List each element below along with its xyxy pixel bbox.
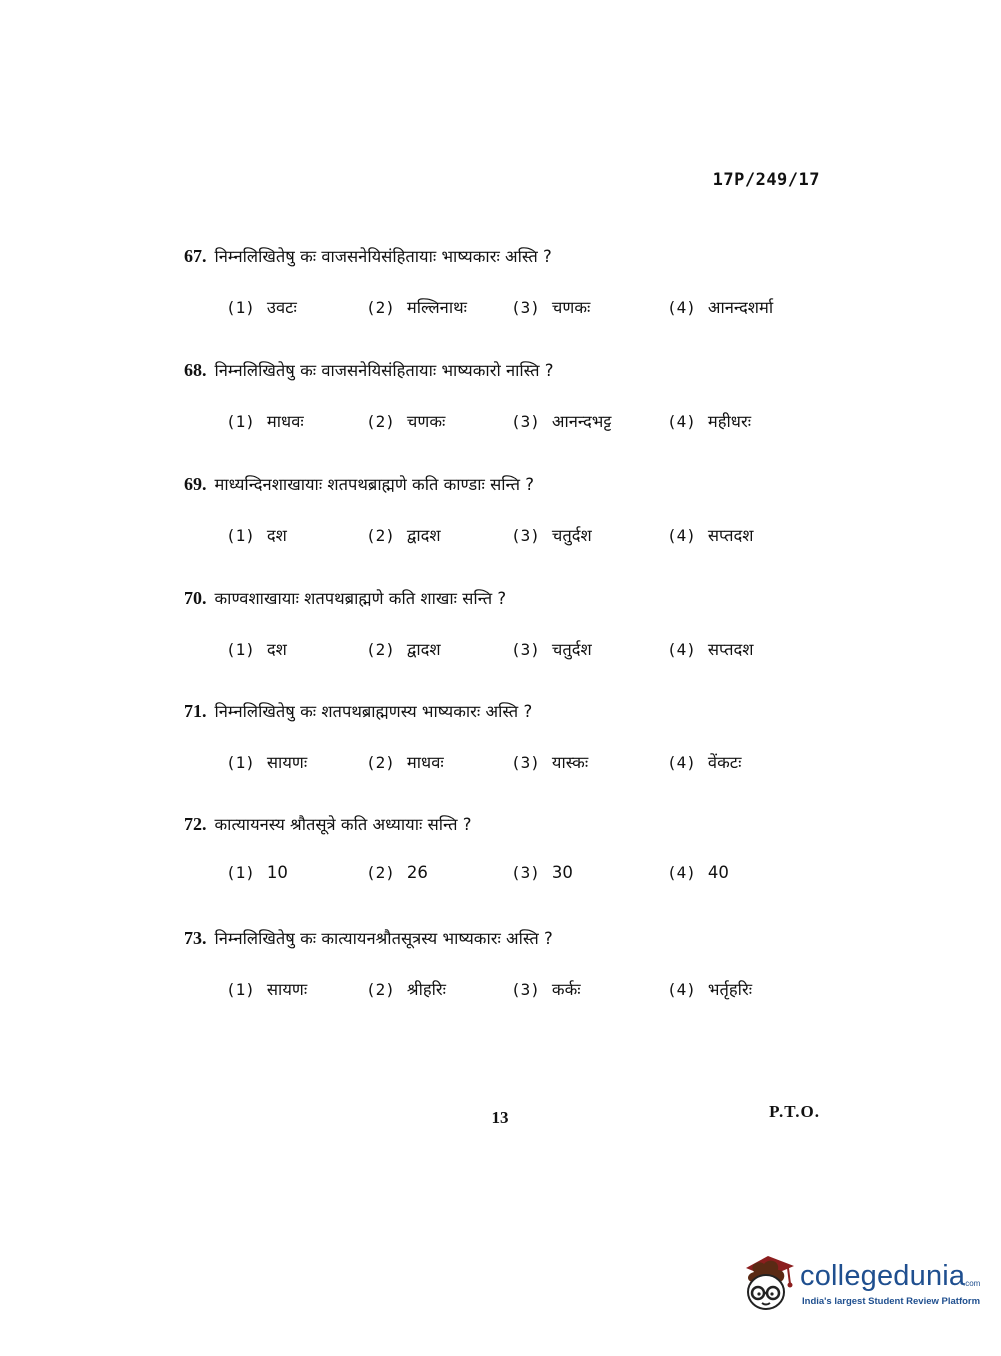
option-text: माधवः xyxy=(266,412,304,431)
brand-logo[interactable] xyxy=(738,1250,981,1322)
question-70 xyxy=(184,586,824,665)
option-text: मल्लिनाथः xyxy=(406,298,467,317)
option-number: (2) xyxy=(366,863,395,882)
option-3 xyxy=(511,409,611,432)
option-2 xyxy=(366,863,428,882)
question-number: 73. xyxy=(184,928,207,948)
options-row xyxy=(184,637,824,665)
paper-code: 17P/249/17 xyxy=(712,170,820,190)
option-text: भर्तृहरिः xyxy=(707,980,753,999)
option-number: (4) xyxy=(667,863,696,882)
option-number: (3) xyxy=(511,640,540,659)
option-4 xyxy=(667,637,754,660)
question-number: 71. xyxy=(184,701,207,721)
question-number: 70. xyxy=(184,588,207,608)
option-2 xyxy=(366,523,441,546)
option-text: द्वादश xyxy=(406,526,441,545)
brand-tagline: India's largest Student Review Platform xyxy=(802,1296,981,1307)
question-text: काण्वशाखायाः शतपथब्राह्मणे कति शाखाः सन्ति ? xyxy=(214,589,507,608)
option-number: (2) xyxy=(366,980,395,999)
question-text: निम्नलिखितेषु कः कात्यायनश्रौतसूत्रस्य भाष्यकारः अस्ति ? xyxy=(214,929,553,948)
page-number: 13 xyxy=(491,1108,509,1127)
option-text: माधवः xyxy=(406,753,444,772)
option-number: (3) xyxy=(511,412,540,431)
question-number: 69. xyxy=(184,474,207,494)
option-3 xyxy=(511,523,592,546)
option-text: उवटः xyxy=(266,298,297,317)
question-71 xyxy=(184,699,824,778)
option-text: 26 xyxy=(406,863,428,882)
option-number: (2) xyxy=(366,640,395,659)
options-row xyxy=(184,750,824,778)
option-number: (1) xyxy=(226,298,255,317)
option-4 xyxy=(667,523,754,546)
option-1 xyxy=(226,637,287,660)
mascot-icon xyxy=(738,1250,800,1316)
question-text: निम्नलिखितेषु कः वाजसनेयिसंहितायाः भाष्यकारः अस्ति ? xyxy=(214,247,552,266)
option-number: (1) xyxy=(226,753,255,772)
option-1 xyxy=(226,977,307,1000)
option-1 xyxy=(226,863,288,882)
question-73 xyxy=(184,926,824,1005)
option-1 xyxy=(226,295,297,318)
options-row xyxy=(184,295,824,323)
question-number: 72. xyxy=(184,814,207,834)
option-number: (4) xyxy=(667,640,696,659)
question-text: माध्यन्दिनशाखायाः शतपथब्राह्मणे कति काण्डाः सन्ति ? xyxy=(214,475,534,494)
option-number: (3) xyxy=(511,980,540,999)
option-number: (1) xyxy=(226,640,255,659)
option-text: महीधरः xyxy=(707,412,752,431)
option-number: (3) xyxy=(511,863,540,882)
option-1 xyxy=(226,409,304,432)
option-number: (4) xyxy=(667,526,696,545)
option-text: चणकः xyxy=(406,412,446,431)
option-number: (3) xyxy=(511,298,540,317)
option-number: (2) xyxy=(366,526,395,545)
question-text: निम्नलिखितेषु कः वाजसनेयिसंहितायाः भाष्यकारो नास्ति ? xyxy=(214,361,554,380)
option-text: सायणः xyxy=(266,753,308,772)
options-row xyxy=(184,977,824,1005)
option-2 xyxy=(366,409,445,432)
brand-suffix: .com xyxy=(963,1279,981,1288)
option-text: 40 xyxy=(707,863,729,882)
option-text: दश xyxy=(266,526,287,545)
option-3 xyxy=(511,295,590,318)
option-text: सायणः xyxy=(266,980,308,999)
question-72 xyxy=(184,812,824,891)
question-69 xyxy=(184,472,824,551)
option-4 xyxy=(667,750,741,773)
options-row xyxy=(184,863,824,891)
option-text: 30 xyxy=(551,863,573,882)
option-4 xyxy=(667,977,752,1000)
option-text: चतुर्दश xyxy=(551,526,592,545)
option-2 xyxy=(366,637,441,660)
option-number: (4) xyxy=(667,753,696,772)
options-row xyxy=(184,523,824,551)
option-3 xyxy=(511,977,581,1000)
option-number: (1) xyxy=(226,412,255,431)
option-2 xyxy=(366,977,446,1000)
question-67 xyxy=(184,244,824,323)
option-4 xyxy=(667,409,751,432)
option-text: सप्तदश xyxy=(707,640,754,659)
option-text: वेंकटः xyxy=(707,753,742,772)
option-number: (4) xyxy=(667,980,696,999)
question-text: निम्नलिखितेषु कः शतपथब्राह्मणस्य भाष्यकारः अस्ति ? xyxy=(214,702,533,721)
option-number: (3) xyxy=(511,753,540,772)
brand-name: collegedunia xyxy=(800,1260,966,1292)
option-text: कर्कः xyxy=(551,980,581,999)
option-text: 10 xyxy=(266,863,288,882)
option-text: आनन्दशर्मा xyxy=(707,298,774,317)
option-4 xyxy=(667,863,729,882)
option-3 xyxy=(511,637,592,660)
option-2 xyxy=(366,295,467,318)
option-number: (1) xyxy=(226,863,255,882)
option-text: सप्तदश xyxy=(707,526,754,545)
option-number: (4) xyxy=(667,298,696,317)
option-text: चणकः xyxy=(551,298,591,317)
option-text: चतुर्दश xyxy=(551,640,592,659)
option-number: (3) xyxy=(511,526,540,545)
option-number: (2) xyxy=(366,753,395,772)
option-2 xyxy=(366,750,444,773)
question-number: 68. xyxy=(184,360,207,380)
option-text: द्वादश xyxy=(406,640,441,659)
option-number: (1) xyxy=(226,980,255,999)
options-row xyxy=(184,409,824,437)
option-1 xyxy=(226,750,307,773)
option-number: (1) xyxy=(226,526,255,545)
question-68 xyxy=(184,358,824,437)
pto-label: P.T.O. xyxy=(769,1102,820,1121)
option-number: (4) xyxy=(667,412,696,431)
option-number: (2) xyxy=(366,412,395,431)
option-text: आनन्दभट्ट xyxy=(551,412,612,431)
option-4 xyxy=(667,295,773,318)
option-text: श्रीहरिः xyxy=(406,980,446,999)
question-text: कात्यायनस्य श्रौतसूत्रे कति अध्यायाः सन्ति ? xyxy=(214,815,472,834)
option-text: यास्कः xyxy=(551,753,589,772)
option-3 xyxy=(511,863,573,882)
option-number: (2) xyxy=(366,298,395,317)
question-number: 67. xyxy=(184,246,207,266)
option-1 xyxy=(226,523,287,546)
option-text: दश xyxy=(266,640,287,659)
option-3 xyxy=(511,750,588,773)
